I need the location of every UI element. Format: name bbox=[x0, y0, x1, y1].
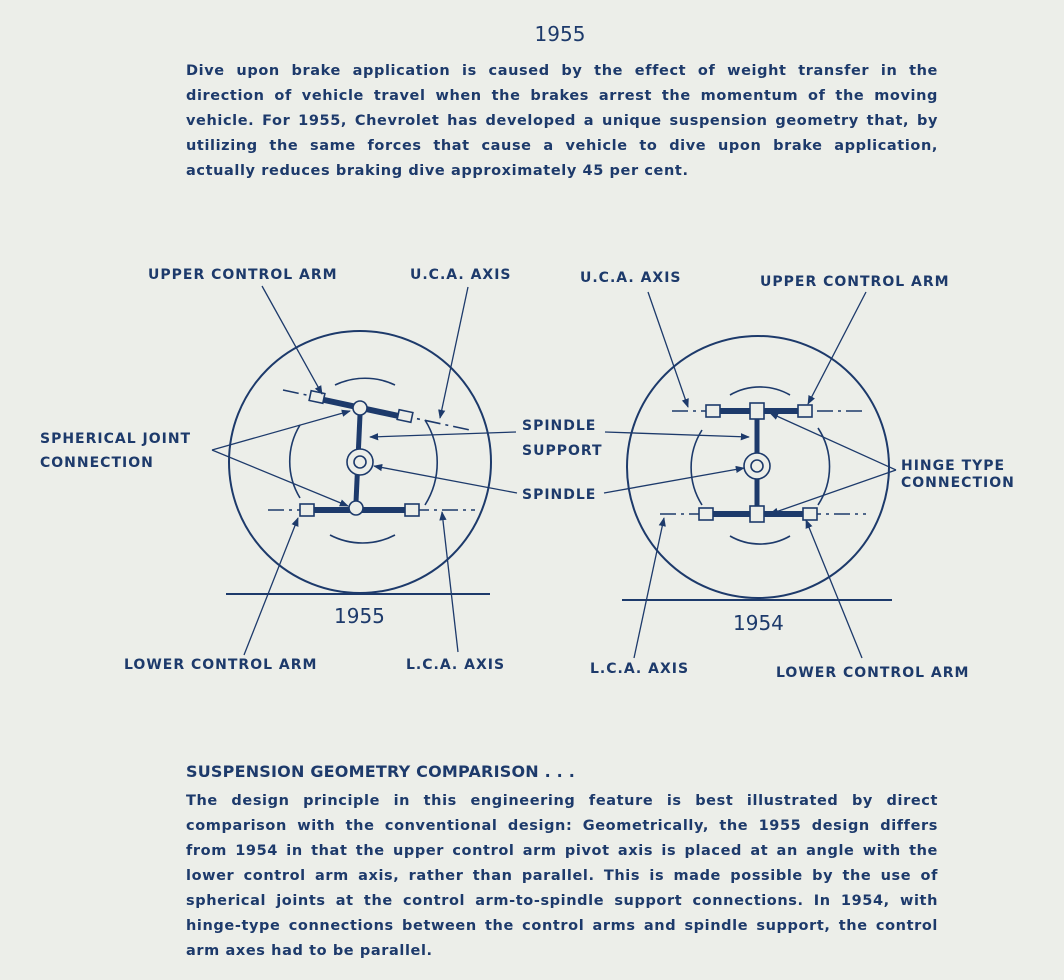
label-lower-control-arm-1955: LOWER CONTROL ARM bbox=[124, 657, 318, 673]
leader-hinge-lower bbox=[770, 470, 896, 514]
label-lca-axis-1955: L.C.A. AXIS bbox=[406, 657, 506, 673]
label-hinge-1: HINGE TYPE bbox=[901, 458, 1006, 474]
spindle-1955-outer bbox=[347, 449, 373, 475]
lower-bushing-left-1954 bbox=[699, 508, 713, 520]
lower-bushing-right-1954 bbox=[803, 508, 817, 520]
label-uca-axis-1954: U.C.A. AXIS bbox=[580, 270, 682, 286]
leader-lca-axis-1955 bbox=[442, 512, 458, 652]
label-spindle-support-1: SPINDLE bbox=[522, 418, 597, 434]
leader-spherical-lower bbox=[212, 450, 348, 506]
inner-arc-right bbox=[425, 420, 437, 505]
leader-uca-axis-1955 bbox=[440, 287, 468, 418]
wheel-1954 bbox=[622, 336, 892, 600]
inner-arc-left-1954 bbox=[691, 430, 702, 505]
label-year-1954: 1954 bbox=[733, 611, 784, 635]
intro-paragraph: Dive upon brake application is caused by the effect of weight transfer in the direction of vehicle travel when the brakes arrest the momentum of the moving vehicle. For 1955, Chevrolet has developed a unique suspension geometry that, by utilizing the same forces that cause a vehicle to dive upon brake application, actually reduces braking dive approximately 45 per cent. bbox=[186, 63, 938, 179]
inner-arc-top bbox=[335, 378, 395, 385]
upper-hinge-1954 bbox=[750, 403, 764, 419]
spindle-1954-outer bbox=[744, 453, 770, 479]
leader-spindle-right bbox=[604, 468, 744, 493]
label-spherical-joint-1: SPHERICAL JOINT bbox=[40, 431, 192, 447]
lower-bushing-left-1955 bbox=[300, 504, 314, 516]
wheel-1955 bbox=[226, 331, 491, 594]
upper-bushing-right-1954 bbox=[798, 405, 812, 417]
upper-bushing-right-1955 bbox=[397, 410, 413, 423]
upper-bushing-left-1955 bbox=[309, 391, 325, 404]
label-lca-axis-1954: L.C.A. AXIS bbox=[590, 661, 690, 677]
label-year-1955: 1955 bbox=[334, 604, 385, 628]
leader-uca-axis-1954 bbox=[648, 292, 688, 407]
comparison-paragraph: The design principle in this engineering feature is best illustrated by direct comparison with the conventional design: Geometrically, the 1955 design differs from 1954 in that the upper control arm pivot axis is placed at an angle with the lower control arm axis, rather than parallel. This is made possible by the use of spherical joints at the control arm-to-spindle support connections. In 1954, with hinge-type connections between the control arms and spindle support, the control arm axes had to be parallel. bbox=[186, 793, 938, 959]
label-spherical-joint-2: CONNECTION bbox=[40, 455, 154, 471]
lower-ball-joint-1955 bbox=[349, 501, 363, 515]
label-uca-axis-1955: U.C.A. AXIS bbox=[410, 267, 512, 283]
page-title: 1955 bbox=[534, 22, 586, 46]
inner-arc-bottom bbox=[330, 535, 395, 543]
inner-arc-bottom-1954 bbox=[730, 536, 790, 544]
leader-spindle-support-left bbox=[370, 432, 516, 437]
label-upper-control-arm-1955: UPPER CONTROL ARM bbox=[148, 267, 338, 283]
label-lower-control-arm-1954: LOWER CONTROL ARM bbox=[776, 665, 970, 681]
leader-spindle-support-right bbox=[605, 432, 749, 437]
upper-ball-joint-1955 bbox=[353, 401, 367, 415]
lower-bushing-right-1955 bbox=[405, 504, 419, 516]
leader-hinge-upper bbox=[770, 413, 896, 470]
upper-bushing-left-1954 bbox=[706, 405, 720, 417]
label-upper-control-arm-1954: UPPER CONTROL ARM bbox=[760, 274, 950, 290]
label-spindle: SPINDLE bbox=[522, 487, 597, 503]
leader-lower-control-arm-1955 bbox=[244, 518, 298, 655]
label-spindle-support-2: SUPPORT bbox=[522, 443, 603, 459]
inner-arc-left bbox=[290, 425, 300, 498]
leader-upper-control-arm-1954 bbox=[808, 292, 866, 404]
inner-arc-top-1954 bbox=[730, 387, 790, 395]
leader-lower-control-arm-1954 bbox=[806, 520, 862, 658]
leader-spindle-left bbox=[374, 466, 517, 493]
lower-hinge-1954 bbox=[750, 506, 764, 522]
label-hinge-2: CONNECTION bbox=[901, 475, 1015, 491]
section-heading: SUSPENSION GEOMETRY COMPARISON . . . bbox=[186, 762, 575, 781]
